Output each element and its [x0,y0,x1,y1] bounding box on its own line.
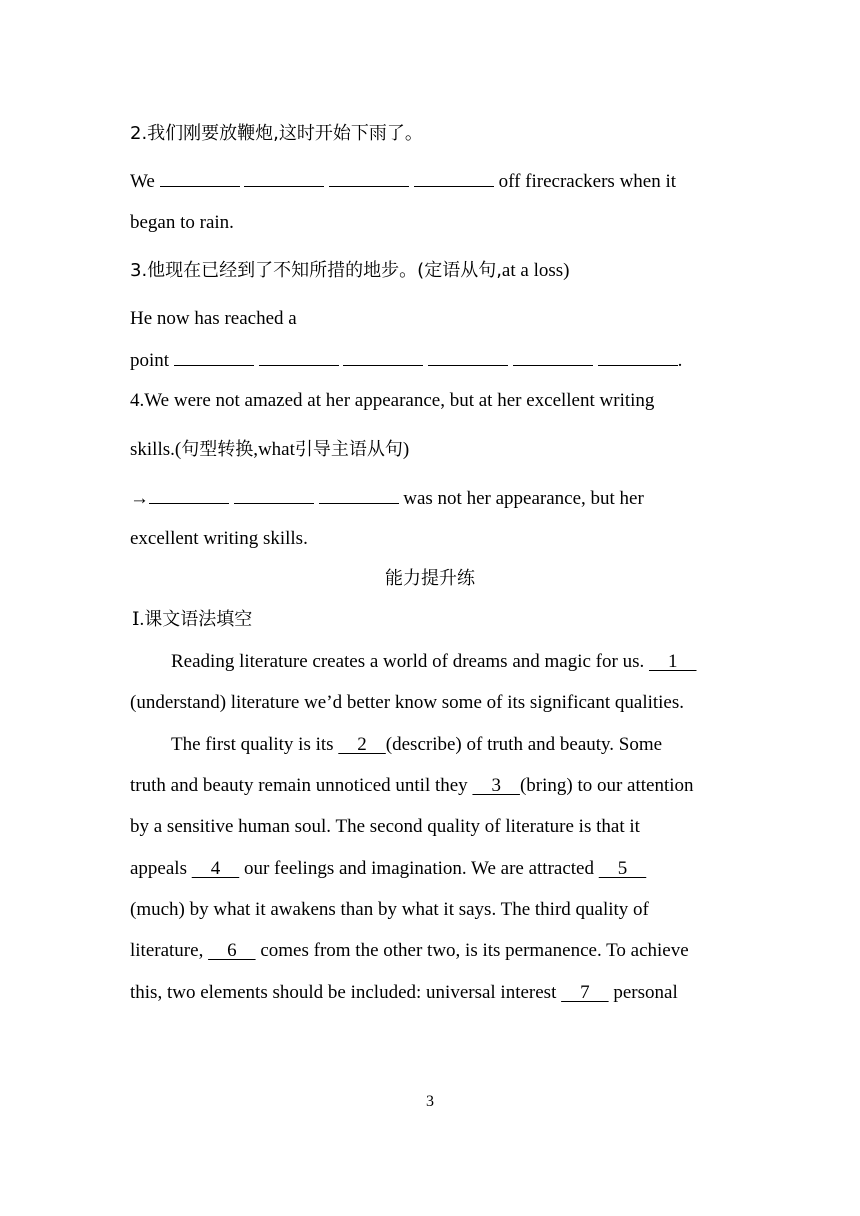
answer-blank[interactable] [329,169,409,187]
section-title: 能力提升练 [385,568,475,589]
answer-blank[interactable] [234,486,314,504]
passage-line-3 [171,733,662,757]
answer-blank[interactable] [414,169,494,187]
answer-blank[interactable] [149,486,229,504]
q4-text-paren: ) [402,439,410,460]
question-2-line-1 [130,169,676,194]
answer-blank[interactable] [428,348,508,366]
passage-line-2: (understand) literature we’d better know some of its significant qualities. [130,692,685,713]
passage-text: (describe) of truth and beauty. Some [385,734,663,755]
q3-title-cn: 3.他现在已经到了不知所措的地步。(定语从句, [130,260,502,281]
question-2-title: 2.我们刚要放鞭炮,这时开始下雨了。 [130,123,423,144]
passage-text: appeals [130,858,192,879]
q3-title-en: at a loss) [501,260,570,281]
question-3-line-2 [130,348,682,373]
blank-4[interactable]: 4 [191,858,240,879]
passage-text: comes from the other two, is its permanence. To achieve [255,940,689,961]
q4-text-cn-1: 句型转换 [181,439,254,460]
q3-text-point: point [130,350,174,371]
passage-text: truth and beauty remain unnoticed until they [130,775,473,796]
arrow-icon: → [130,488,149,509]
passage-text: literature, [130,940,209,961]
passage-line-8 [130,939,689,963]
q4-text-what: ,what [253,439,295,460]
passage-text: Reading literature creates a world of dreams and magic for us. [171,651,649,672]
q2-text-we: We [130,171,160,192]
blank-5[interactable]: 5 [598,858,647,879]
blank-7[interactable]: 7 [561,982,609,1003]
q4-text-was: was not her appearance, but her [398,488,644,509]
passage-text: this, two elements should be included: universal interest [130,982,562,1003]
passage-line-1 [171,650,696,674]
question-3-line-1: He now has reached a [130,308,297,329]
question-3-title [130,259,569,283]
passage-text: (bring) to our attention [519,775,694,796]
passage-text: The first quality is its [171,734,339,755]
q3-text-period: . [677,350,683,371]
blank-6[interactable]: 6 [208,940,256,961]
section-subtitle [132,608,252,632]
answer-blank[interactable] [513,348,593,366]
answer-blank[interactable] [343,348,423,366]
answer-blank[interactable] [160,169,240,187]
question-4-line-3 [130,486,644,511]
passage-text: our feelings and imagination. We are attracted [239,858,599,879]
passage-line-4 [130,774,694,798]
passage-line-7: (much) by what it awakens than by what it says. The third quality of [130,899,649,920]
passage-line-5: by a sensitive human soul. The second quality of literature is that it [130,816,640,837]
question-2-line-2: began to rain. [130,212,234,233]
answer-blank[interactable] [259,348,339,366]
passage-line-9 [130,981,678,1005]
q4-text-cn-2: 引导主语从句 [294,439,403,460]
passage-text: personal [608,982,678,1003]
answer-blank[interactable] [174,348,254,366]
question-4-line-4: excellent writing skills. [130,528,308,549]
question-4-line-1: 4.We were not amazed at her appearance, but at her excellent writing [130,390,655,411]
blank-3[interactable]: 3 [472,775,520,796]
question-4-line-2 [130,438,409,462]
q4-text-skills: skills.( [130,439,182,460]
blank-2[interactable]: 2 [338,734,386,755]
passage-line-6 [130,857,646,881]
blank-1[interactable]: 1 [648,651,697,672]
q2-text-off: off firecrackers when it [493,171,677,192]
page-number: 3 [426,1093,434,1110]
answer-blank[interactable] [319,486,399,504]
answer-blank[interactable] [598,348,678,366]
answer-blank[interactable] [244,169,324,187]
roman-numeral: Ⅰ. [132,609,145,630]
subtitle-text: 课文语法填空 [144,609,253,630]
